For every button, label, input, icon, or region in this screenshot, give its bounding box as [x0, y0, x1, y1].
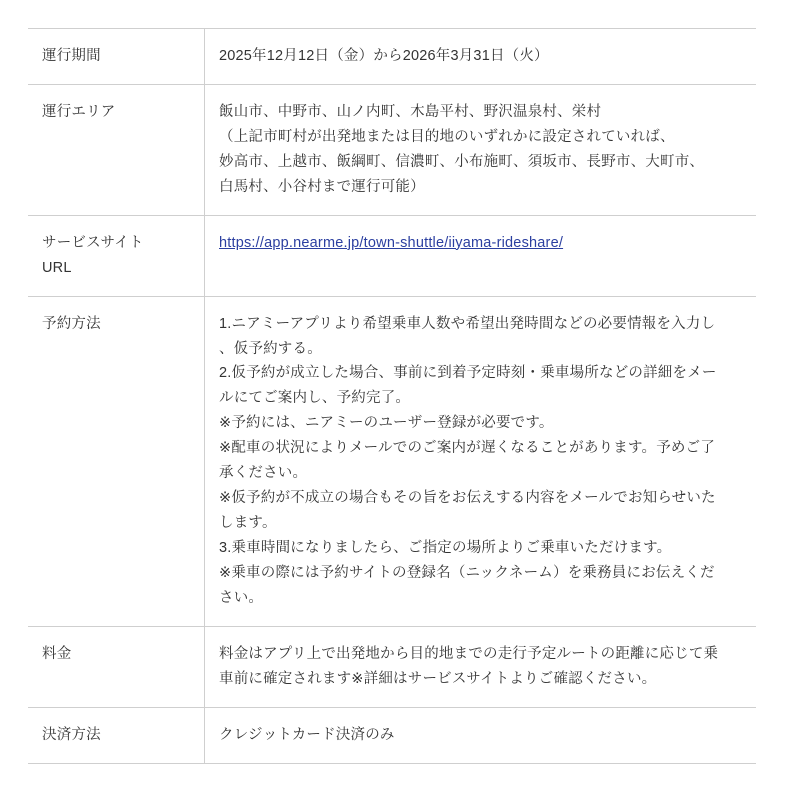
value-line: 料金はアプリ上で出発地から目的地までの走行予定ルートの距離に応じて乗 — [219, 645, 719, 662]
service-site-link[interactable]: https://app.nearme.jp/town-shuttle/iiyama-rideshare/ — [219, 234, 564, 251]
value-line: （上記市町村が出発地または目的地のいずれかに設定されていれば、 — [219, 128, 675, 145]
row-value-reservation-method — [205, 296, 757, 626]
row-label-service-site-url — [28, 215, 205, 296]
row-label-fare — [28, 626, 205, 707]
row-value-operating-area — [205, 84, 757, 215]
table-row — [28, 29, 756, 85]
service-info-table — [28, 28, 756, 764]
value-line: 、仮予約する。 — [219, 340, 322, 357]
row-value-fare — [205, 626, 757, 707]
label-text: 運行期間 — [42, 48, 101, 64]
value-line: 1.ニアミーアプリより希望乗車人数や希望出発時間などの必要情報を入力し — [219, 315, 716, 332]
table-row — [28, 626, 756, 707]
table-row — [28, 296, 756, 626]
label-text: 決済方法 — [42, 726, 101, 743]
row-label-reservation-method — [28, 296, 205, 626]
label-text: 予約方法 — [42, 315, 101, 332]
value-line: 承ください。 — [219, 465, 308, 482]
value-line: 白馬村、小谷村まで運行可能） — [219, 178, 425, 195]
label-text: サービスサイト — [42, 234, 144, 251]
row-label-operating-period — [28, 29, 205, 85]
value-line: 2025年12月12日（金）から2026年3月31日（火） — [219, 48, 549, 64]
label-text: URL — [42, 259, 72, 276]
value-line: 2.仮予約が成立した場合、事前に到着予定時刻・乗車場所などの詳細をメー — [219, 365, 717, 382]
value-line: ※予約には、ニアミーのユーザー登録が必要です。 — [219, 415, 554, 432]
value-line: 車前に確定されます※詳細はサービスサイトよりご確認ください。 — [219, 670, 657, 687]
label-text: 運行エリア — [42, 103, 116, 120]
value-line: します。 — [219, 515, 277, 532]
row-label-payment-method — [28, 707, 205, 763]
row-value-payment-method — [205, 707, 757, 763]
value-line: ※配車の状況によりメールでのご案内が遅くなることがあります。予めご了 — [219, 440, 715, 457]
value-line: ルにてご案内し、予約完了。 — [219, 390, 411, 407]
label-text: 料金 — [42, 645, 72, 662]
row-value-service-site-url — [205, 215, 757, 296]
value-line: 飯山市、中野市、山ノ内町、木島平村、野沢温泉村、栄村 — [219, 103, 602, 120]
value-line: ※乗車の際には予約サイトの登録名（ニックネーム）を乗務員にお伝えくだ — [219, 564, 715, 581]
value-line: さい。 — [219, 589, 264, 606]
value-line: ※仮予約が不成立の場合もその旨をお伝えする内容をメールでお知らせいた — [219, 490, 716, 507]
table-row — [28, 707, 756, 763]
value-line: クレジットカード決済のみ — [219, 726, 395, 743]
value-line: 3.乗車時間になりましたら、ご指定の場所よりご乗車いただけます。 — [219, 540, 672, 556]
table-row — [28, 215, 756, 296]
value-line: 妙高市、上越市、飯綱町、信濃町、小布施町、須坂市、長野市、大町市、 — [219, 153, 705, 170]
row-value-operating-period — [205, 29, 757, 85]
row-label-operating-area — [28, 84, 205, 215]
table-row — [28, 84, 756, 215]
